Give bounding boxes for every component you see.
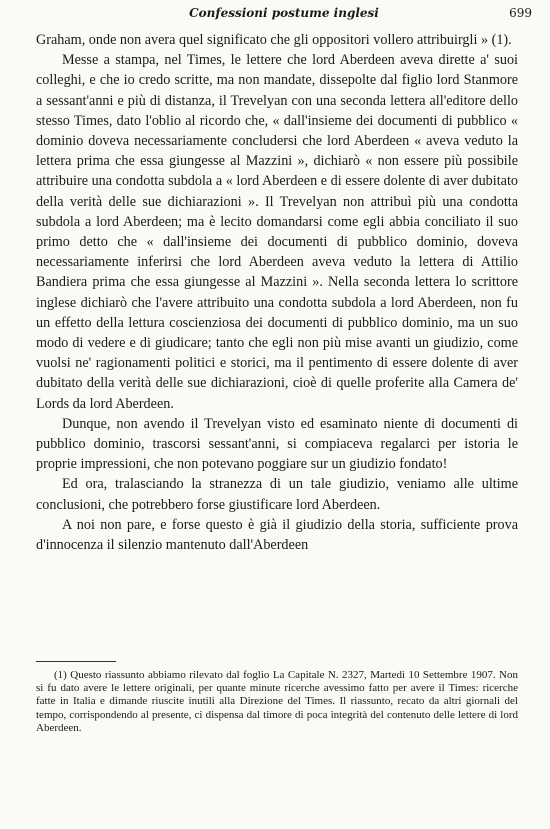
page-number: 699 [509, 6, 532, 20]
paragraph: Graham, onde non avera quel significato che gli oppositori vollero attribuirgli » (1). [36, 32, 512, 48]
footnote [36, 669, 518, 735]
running-header [36, 6, 532, 24]
paragraph: A noi non pare, e forse questo è già il giudizio della storia, sufficiente prova d'innocenza il silenzio mantenuto dall'Aberdeen [36, 516, 518, 554]
main-text [36, 30, 518, 555]
footnote-rule [36, 661, 116, 662]
paragraph: Messe a stampa, nel Times, le lettere che lord Aberdeen aveva dirette a' suoi colleghi, e che io credo scritte, ma non mandate, dissepolte dal figlio lord Stanmore a sessant'anni e più di distanza, il Trevelyan con una seconda lettera all'editore dello stesso Times, dato l'oblio al ricordo che, « dall'insieme dei documenti di pubblico « dominio doveva necessariamente concludersi che lord Aberdeen « aveva veduto la lettera prima che essa giungesse al Mazzini », dichiarò « non essere più possibile attribuire una condotta subdola a « lord Aberdeen e di essere dolente di aver dubitato della verità delle sue dichiarazioni ». Il Trevelyan non attribuì più una condotta subdola a lord Aberdeen; ma è lecito domandarsi come egli abbia conciliato il suo primo detto che « dall'insieme dei documenti di pubblico dominio, doveva necessariamente inferirsi che lord Aberdeen aveva veduto la lettera di Attilio Bandiera prima che essa giungesse al Mazzini ». Nella seconda lettera lo scrittore inglese dichiarò che l'avere attribuito una condotta subdola a lord Aberdeen, non fu un effetto della lettura coscienziosa dei documenti di pubblico dominio, ma un suo modo di vedere e di giudicare; tanto che egli non più mise avanti un giudizio, come vuolsi ne' ragionamenti politici e storici, ma il pentimento di essere dolente di aver dubitato della verità delle sue dichiarazioni, cioè di quelle proferite alla Camera de' Lords da lord Aberdeen. [36, 52, 518, 412]
paragraph: Ed ora, tralasciando la stranezza di un tale giudizio, veniamo alle ultime conclusioni, che potrebbero forse giustificare lord Aberdeen. [36, 476, 518, 513]
running-title: Confessioni postume inglesi [189, 6, 379, 20]
paragraph: Dunque, non avendo il Trevelyan visto ed esaminato niente di documenti di pubblico dominio, trascorsi sessant'anni, si compiaceva regalarci per istoria le proprie impressioni, che non potevano poggiare sur un giudizio fondato! [36, 415, 518, 473]
footnote-text: (1) Questo riassunto abbiamo rilevato dal foglio La Capitale N. 2327, Martedì 10 Settembre 1907. Non si fu dato avere le lettere originali, per quante minute ricerche avessimo fatto per avere il Times: ricerche fatte in Italia e dimande riuscite inutili alla Direzione del Times. Il riassunto, recato da altri giornali del tempo, corrispondendo al presente, ci dispensa dal timore di poca integrità del contenuto delle lettere di lord Aberdeen. [36, 669, 518, 734]
